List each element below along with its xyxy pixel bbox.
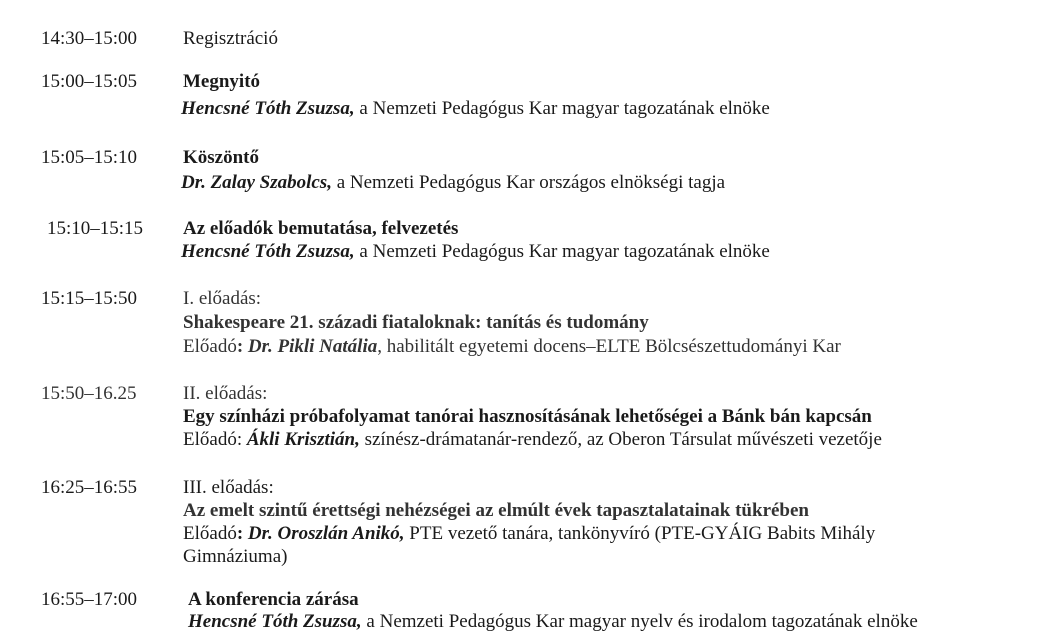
schedule-title: Az előadók bemutatása, felvezetés [183,218,459,239]
speaker-role: a Nemzeti Pedagógus Kar magyar tagozatának elnöke [354,98,770,119]
speaker-name: Ákli Krisztián, [246,429,360,450]
speaker-role: a Nemzeti Pedagógus Kar magyar nyelv és irodalom tagozatának elnöke [361,611,918,632]
schedule-time: 15:10–15:15 [47,218,144,239]
speaker-name: Hencsné Tóth Zsuzsa, [188,611,362,632]
lecture-label: I. előadás: [183,288,262,309]
speaker-line [188,611,918,633]
speaker-name: Dr. Oroszlán Anikó, [247,523,405,544]
speaker-role: a Nemzeti Pedagógus Kar magyar tagozatának elnöke [354,241,770,262]
speaker-line [181,241,770,263]
schedule-time: 16:55–17:00 [41,589,138,610]
speaker-name: Hencsné Tóth Zsuzsa, [181,241,355,262]
presenter-prefix: Előadó: [183,429,247,450]
schedule-title: Köszöntő [183,147,259,168]
schedule-time: 15:50–16.25 [41,383,137,404]
speaker-role: , habilitált egyetemi docens–ELTE Bölcsészettudományi Kar [377,336,841,357]
lecture-title: Shakespeare 21. századi fiataloknak: tanítás és tudomány [183,312,649,333]
schedule-time: 15:15–15:50 [41,288,138,309]
schedule-time: 16:25–16:55 [41,477,138,498]
schedule-time: 15:00–15:05 [41,71,138,92]
presenter-prefix: Előadó [183,336,237,357]
presenter-colon: : [236,336,248,357]
schedule-title: Regisztráció [183,28,278,49]
speaker-name: Hencsné Tóth Zsuzsa, [181,98,355,119]
speaker-line [181,172,725,194]
speaker-role: színész-drámatanár-rendező, az Oberon Társulat művészeti vezetője [359,429,882,450]
lecture-title: Egy színházi próbafolyamat tanórai hasznosításának lehetőségei a Bánk bán kapcsán [183,406,872,427]
lecture-title: Az emelt szintű érettségi nehézségei az elmúlt évek tapasztalatainak tükrében [183,500,809,521]
speaker-name: Dr. Pikli Natália [247,336,378,357]
speaker-line [181,98,770,120]
presenter-line [183,523,875,545]
presenter-prefix: Előadó [183,523,237,544]
speaker-role-continuation: Gimnáziuma) [183,546,288,567]
presenter-line [183,336,841,358]
schedule-title: A konferencia zárása [188,589,359,610]
schedule-title: Megnyitó [183,71,261,92]
lecture-label: III. előadás: [183,477,274,498]
speaker-role: a Nemzeti Pedagógus Kar országos elnökségi tagja [331,172,726,193]
lecture-label: II. előadás: [183,383,268,404]
speaker-name: Dr. Zalay Szabolcs, [181,172,332,193]
speaker-role: PTE vezető tanára, tankönyvíró (PTE-GYÁIG Babits Mihály [404,523,876,544]
schedule-time: 15:05–15:10 [41,147,138,168]
presenter-colon: : [236,523,248,544]
schedule-time: 14:30–15:00 [41,28,138,49]
presenter-line [183,429,882,451]
